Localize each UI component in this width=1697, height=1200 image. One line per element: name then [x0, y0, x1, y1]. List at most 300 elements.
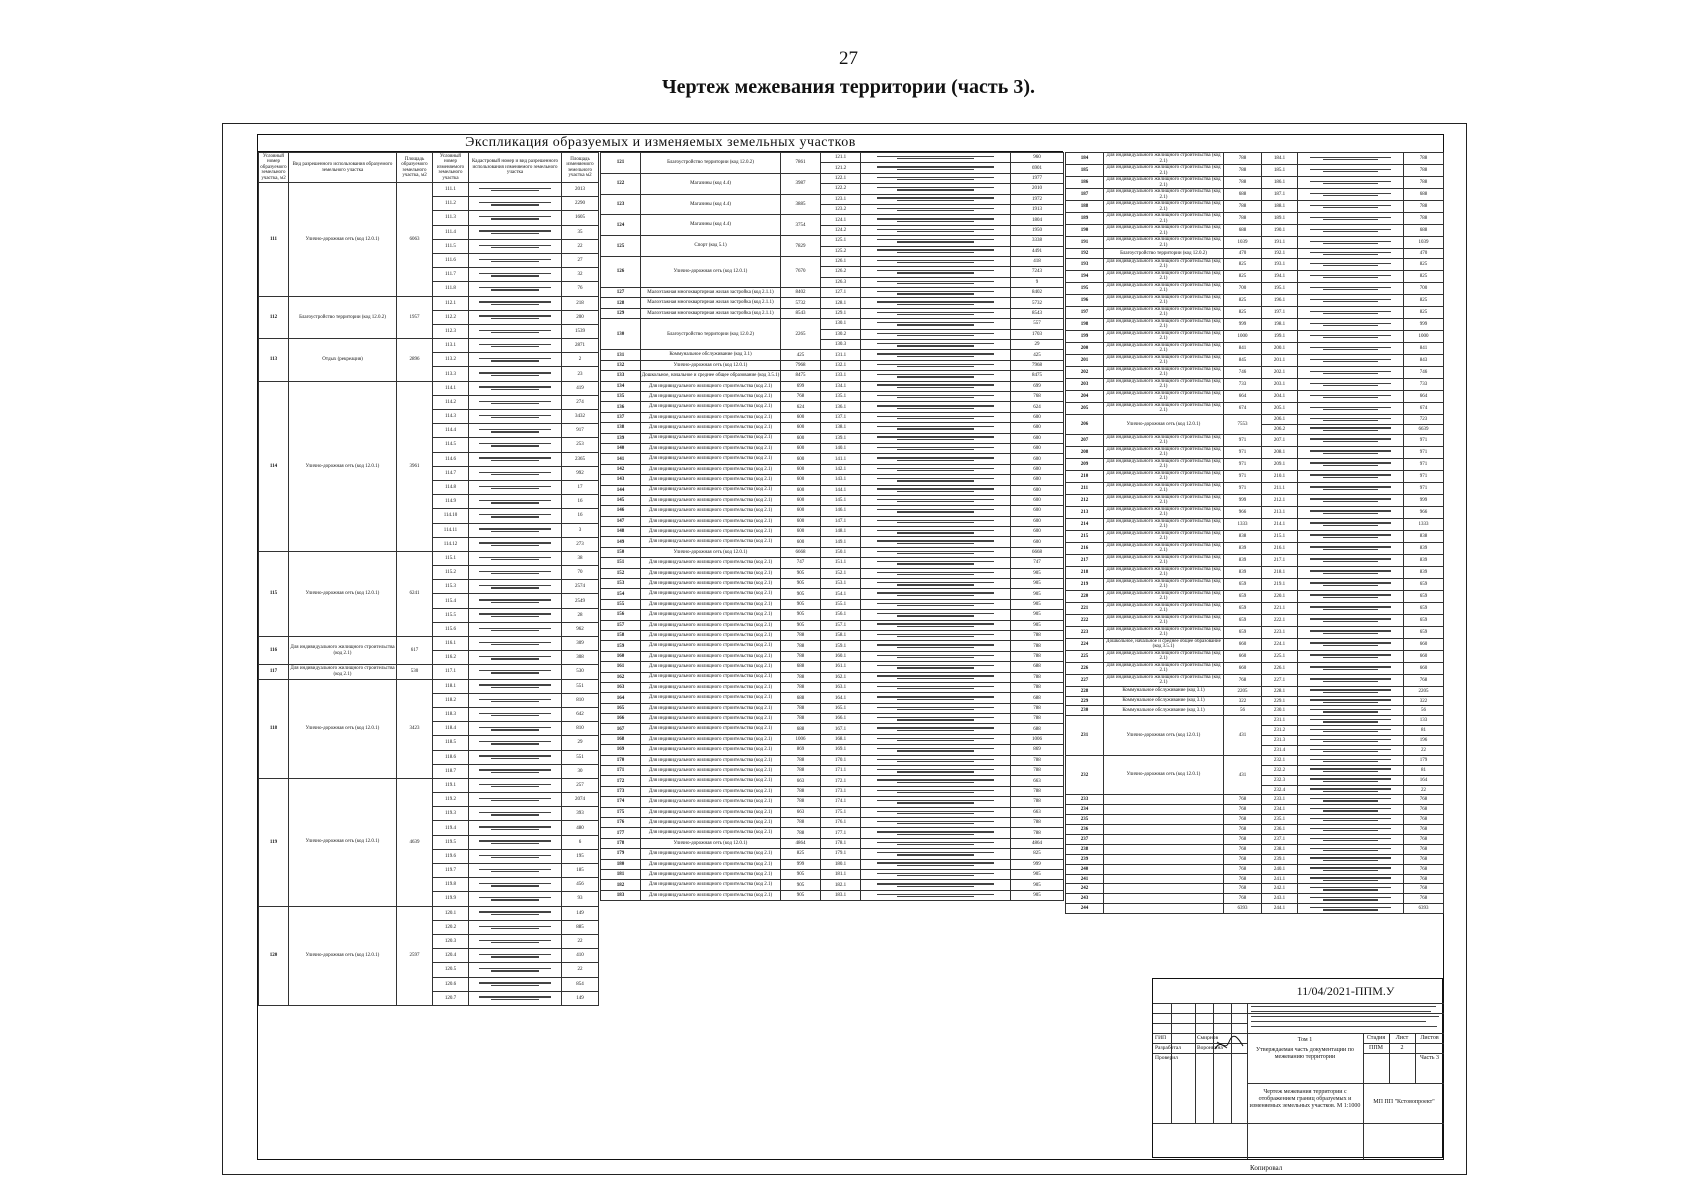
sub-parcel-number: 215.1 — [1262, 530, 1298, 542]
cadastral-info — [861, 184, 1011, 194]
cadastral-info — [469, 651, 562, 665]
sub-parcel-number: 235.1 — [1262, 815, 1298, 825]
parcel-area: 600 — [781, 516, 821, 526]
sub-parcel-area: 195 — [562, 849, 599, 863]
parcel-area: 600 — [781, 485, 821, 495]
sub-parcel-area: 149 — [562, 906, 599, 920]
parcel-number: 240 — [1066, 864, 1104, 874]
parcel-area: 688 — [781, 724, 821, 734]
sub-parcel-area: 825 — [1011, 849, 1064, 859]
sub-parcel-number: 167.1 — [821, 724, 861, 734]
cadastral-info — [1298, 726, 1404, 736]
sub-parcel-area: 869 — [1011, 745, 1064, 755]
cadastral-info — [1298, 736, 1404, 746]
sub-parcel-area: 688 — [1011, 693, 1064, 703]
sub-parcel-area: 788 — [1011, 818, 1064, 828]
parcel-area: 425 — [781, 350, 821, 360]
sub-parcel-area: 32 — [562, 268, 599, 282]
parcel-number: 111 — [259, 183, 289, 297]
table-row — [601, 215, 1064, 225]
cadastral-info — [861, 610, 1011, 620]
table-row — [259, 339, 599, 353]
sub-parcel-number: 114.1 — [433, 381, 469, 395]
land-use-type: Для индивидуального жилищного строительства (код 2.1) — [1104, 189, 1224, 201]
land-use-type: Для индивидуального жилищного строительства (код 2.1) — [1104, 270, 1224, 282]
cadastral-info — [469, 580, 562, 594]
sub-parcel-area: 843 — [1404, 354, 1444, 366]
land-use-type — [1104, 825, 1224, 835]
sub-parcel-area: 600 — [1011, 475, 1064, 485]
land-use-type — [1104, 844, 1224, 854]
sub-parcel-area: 660 — [1404, 662, 1444, 674]
sub-parcel-number: 158.1 — [821, 630, 861, 640]
sub-parcel-area: 788 — [1011, 786, 1064, 796]
table-row — [1066, 201, 1444, 213]
cadastral-info — [861, 662, 1011, 672]
cadastral-info — [1298, 165, 1404, 177]
sub-parcel-number: 126.3 — [821, 277, 861, 287]
sub-parcel-number: 150.1 — [821, 547, 861, 557]
sub-parcel-number: 116.2 — [433, 651, 469, 665]
cadastral-info — [1298, 213, 1404, 225]
sub-parcel-area: 16 — [562, 509, 599, 523]
sub-parcel-number: 186.1 — [1262, 177, 1298, 189]
sub-parcel-number: 114.5 — [433, 438, 469, 452]
sub-parcel-area: 1333 — [1404, 518, 1444, 530]
parcel-area: 530 — [397, 665, 433, 679]
land-use-type: Благоустройство территории (код 12.0.2) — [289, 296, 397, 339]
sub-parcel-number: 136.1 — [821, 402, 861, 412]
sub-parcel-area: 8475 — [1011, 371, 1064, 381]
sub-parcel-area: 839 — [1404, 566, 1444, 578]
parcel-number: 219 — [1066, 578, 1104, 590]
parcel-number: 183 — [601, 890, 641, 900]
parcel-area: 3423 — [397, 679, 433, 778]
parcel-area: 971 — [1224, 458, 1262, 470]
parcel-number: 135 — [601, 391, 641, 401]
sub-parcel-number: 123.2 — [821, 204, 861, 214]
sub-parcel-area: 23 — [562, 367, 599, 381]
sub-parcel-number: 115.5 — [433, 608, 469, 622]
sub-parcel-number: 114.3 — [433, 410, 469, 424]
column-header: Площадь образуемого земельного участка, м2 — [397, 153, 433, 183]
land-use-type: Для индивидуального жилищного строительства (код 2.1) — [641, 412, 781, 422]
cadastral-info — [469, 906, 562, 920]
land-use-type: Для индивидуального жилищного строительства (код 2.1) — [641, 641, 781, 651]
cadastral-info — [861, 391, 1011, 401]
sub-parcel-area: 966 — [1404, 506, 1444, 518]
parcel-area: 768 — [781, 391, 821, 401]
parcel-area: 7861 — [781, 153, 821, 174]
cadastral-info — [469, 864, 562, 878]
table-row — [601, 153, 1064, 163]
cadastral-info — [861, 838, 1011, 848]
parcel-number: 138 — [601, 423, 641, 433]
sub-parcel-area: 22 — [1404, 785, 1444, 795]
parcel-area: 788 — [1224, 165, 1262, 177]
parcel-number: 176 — [601, 818, 641, 828]
land-use-type: Для индивидуального жилищного строительства (код 2.1) — [641, 890, 781, 900]
sub-parcel-area: 768 — [1404, 835, 1444, 845]
cadastral-info — [1298, 434, 1404, 446]
sub-parcel-number: 125.1 — [821, 236, 861, 246]
cadastral-info — [469, 778, 562, 792]
sub-parcel-number: 239.1 — [1262, 854, 1298, 864]
sub-parcel-number: 137.1 — [821, 412, 861, 422]
parcel-number: 114 — [259, 381, 289, 551]
table-row — [1066, 686, 1444, 696]
sub-parcel-number: 114.10 — [433, 509, 469, 523]
copied-label: Копировал — [1250, 1164, 1283, 1172]
cadastral-info — [1298, 518, 1404, 530]
table-row — [1066, 706, 1444, 716]
land-use-type: Для индивидуального жилищного строительства (код 2.1) — [1104, 590, 1224, 602]
cadastral-info — [1298, 835, 1404, 845]
parcel-area: 746 — [1224, 366, 1262, 378]
parcel-area: 1333 — [1224, 518, 1262, 530]
cadastral-info — [469, 551, 562, 565]
table-row — [1066, 662, 1444, 674]
cadastral-info — [861, 797, 1011, 807]
sub-parcel-number: 119.3 — [433, 807, 469, 821]
sub-parcel-number: 143.1 — [821, 475, 861, 485]
table-row — [601, 693, 1064, 703]
sub-parcel-number: 197.1 — [1262, 306, 1298, 318]
sub-parcel-number: 217.1 — [1262, 554, 1298, 566]
sub-parcel-area: 2574 — [562, 580, 599, 594]
cadastral-info — [861, 371, 1011, 381]
sub-parcel-area: 6668 — [1011, 547, 1064, 557]
land-use-type: Спорт (код 5.1) — [641, 236, 781, 257]
land-use-type: Для индивидуального жилищного строительства (код 2.1) — [1104, 530, 1224, 542]
cadastral-info — [469, 339, 562, 353]
parcel-area: 905 — [781, 890, 821, 900]
sub-parcel-number: 114.11 — [433, 523, 469, 537]
sub-parcel-number: 114.7 — [433, 466, 469, 480]
table-row — [1066, 614, 1444, 626]
table-row — [1066, 638, 1444, 650]
land-use-type: Для индивидуального жилищного строительства (код 2.1) — [641, 828, 781, 838]
table-row — [601, 454, 1064, 464]
land-use-type: Для индивидуального жилищного строительства (код 2.1) — [1104, 294, 1224, 306]
parcel-number: 217 — [1066, 554, 1104, 566]
land-use-type: Для индивидуального жилищного строительства (код 2.1) — [1104, 434, 1224, 446]
land-use-type: Для индивидуального жилищного строительства (код 2.1) — [641, 797, 781, 807]
sub-parcel-number: 233.1 — [1262, 795, 1298, 805]
role-gip: ГИП — [1155, 1035, 1167, 1041]
sub-parcel-number: 195.1 — [1262, 282, 1298, 294]
sub-parcel-area: 410 — [562, 949, 599, 963]
sub-parcel-area: 418 — [1011, 256, 1064, 266]
table-row — [601, 766, 1064, 776]
sub-parcel-area: 788 — [1011, 828, 1064, 838]
land-use-type: Для индивидуального жилищного строительства (код 2.1) — [641, 818, 781, 828]
cadastral-info — [861, 433, 1011, 443]
parcel-area: 999 — [781, 859, 821, 869]
table-row — [601, 579, 1064, 589]
table-row — [601, 859, 1064, 869]
parcel-number: 161 — [601, 662, 641, 672]
sub-parcel-number: 146.1 — [821, 506, 861, 516]
cadastral-info — [1298, 554, 1404, 566]
sub-parcel-area: 93 — [562, 892, 599, 906]
land-use-type: Для индивидуального жилищного строительства (код 2.1) — [1104, 165, 1224, 177]
cadastral-info — [861, 246, 1011, 256]
cadastral-info — [1298, 578, 1404, 590]
sub-parcel-number: 114.9 — [433, 495, 469, 509]
parcel-area: 3987 — [781, 173, 821, 194]
table-row — [259, 637, 599, 651]
cadastral-info — [469, 395, 562, 409]
sub-parcel-area: 905 — [1011, 599, 1064, 609]
column-header: Условный номер изменяемого земельного участка — [433, 153, 469, 183]
parcel-area: 768 — [1224, 674, 1262, 686]
parcel-number: 196 — [1066, 294, 1104, 306]
land-use-type: Для индивидуального жилищного строительства (код 2.1) — [1104, 237, 1224, 249]
parcel-number: 208 — [1066, 446, 1104, 458]
sub-parcel-area: 688 — [1404, 189, 1444, 201]
sub-parcel-number: 179.1 — [821, 849, 861, 859]
sub-parcel-area: 6 — [562, 835, 599, 849]
land-use-type: Для индивидуального жилищного строительства (код 2.1) — [641, 516, 781, 526]
sub-parcel-area: 917 — [562, 424, 599, 438]
sub-parcel-area: 600 — [1011, 516, 1064, 526]
sub-parcel-area: 971 — [1404, 458, 1444, 470]
parcel-area: 3754 — [781, 215, 821, 236]
parcel-number: 172 — [601, 776, 641, 786]
cadastral-info — [861, 215, 1011, 225]
sub-parcel-number: 205.1 — [1262, 402, 1298, 414]
sub-parcel-number: 132.1 — [821, 360, 861, 370]
table-row — [601, 745, 1064, 755]
land-use-type: Для индивидуального жилищного строительства (код 2.1) — [641, 672, 781, 682]
sub-parcel-number: 115.6 — [433, 622, 469, 636]
parcel-number: 169 — [601, 745, 641, 755]
sub-parcel-area: 2074 — [562, 793, 599, 807]
sheet-label: Лист — [1395, 1035, 1409, 1041]
parcel-area: 2265 — [781, 319, 821, 350]
land-use-type: Для индивидуального жилищного строительства (код 2.1) — [641, 869, 781, 879]
sub-parcel-number: 135.1 — [821, 391, 861, 401]
table-row — [601, 423, 1064, 433]
cadastral-info — [1298, 306, 1404, 318]
land-use-type: Для индивидуального жилищного строительства (код 2.1) — [641, 454, 781, 464]
sub-parcel-number: 192.1 — [1262, 249, 1298, 259]
cadastral-info — [1298, 390, 1404, 402]
land-use-type: Улично-дорожная сеть (код 12.0.1) — [641, 256, 781, 287]
sub-parcel-number: 113.2 — [433, 353, 469, 367]
land-use-type: Дошкольное, начальное и среднее общее образование (код 3.5.1) — [1104, 638, 1224, 650]
sub-parcel-area: 600 — [1011, 527, 1064, 537]
sub-parcel-area: 768 — [1404, 854, 1444, 864]
cadastral-info — [469, 878, 562, 892]
table-row — [601, 890, 1064, 900]
parcel-number: 170 — [601, 755, 641, 765]
sub-parcel-area: 3338 — [1011, 236, 1064, 246]
sub-parcel-number: 138.1 — [821, 423, 861, 433]
cadastral-info — [469, 466, 562, 480]
sub-parcel-number: 240.1 — [1262, 864, 1298, 874]
land-use-type: Для индивидуального жилищного строительства (код 2.1) — [641, 755, 781, 765]
parcel-area: 1000 — [1224, 330, 1262, 342]
table-row — [601, 360, 1064, 370]
table-row — [1066, 434, 1444, 446]
land-use-type: Улично-дорожная сеть (код 12.0.1) — [289, 679, 397, 778]
sub-parcel-number: 175.1 — [821, 807, 861, 817]
parcel-number: 134 — [601, 381, 641, 391]
sub-parcel-area: 600 — [1011, 433, 1064, 443]
cadastral-info — [861, 558, 1011, 568]
table-row — [601, 568, 1064, 578]
parcel-number: 125 — [601, 236, 641, 257]
cadastral-info — [469, 920, 562, 934]
sub-parcel-number: 226.1 — [1262, 662, 1298, 674]
land-use-type: Для индивидуального жилищного строительства (код 2.1) — [641, 443, 781, 453]
sub-parcel-number: 122.2 — [821, 184, 861, 194]
sub-parcel-number: 152.1 — [821, 568, 861, 578]
sub-parcel-number: 234.1 — [1262, 805, 1298, 815]
cadastral-info — [861, 527, 1011, 537]
parcel-number: 179 — [601, 849, 641, 859]
parcel-number: 171 — [601, 766, 641, 776]
land-use-type: Для индивидуального жилищного строительства (код 2.1) — [641, 714, 781, 724]
sub-parcel-number: 181.1 — [821, 869, 861, 879]
parcel-area: 905 — [781, 869, 821, 879]
cadastral-info — [1298, 402, 1404, 414]
cadastral-info — [469, 268, 562, 282]
sub-parcel-area: 22 — [1404, 746, 1444, 756]
sub-parcel-number: 243.1 — [1262, 894, 1298, 904]
sub-parcel-area: 29 — [562, 736, 599, 750]
sub-parcel-number: 114.4 — [433, 424, 469, 438]
sub-parcel-number: 203.1 — [1262, 378, 1298, 390]
sub-parcel-area: 810 — [562, 693, 599, 707]
land-use-type: Для индивидуального жилищного строительства (код 2.1) — [1104, 201, 1224, 213]
land-use-type: Для индивидуального жилищного строительства (код 2.1) — [1104, 578, 1224, 590]
parcel-area: 788 — [781, 766, 821, 776]
sub-parcel-number: 218.1 — [1262, 566, 1298, 578]
table-row — [601, 516, 1064, 526]
table-row — [601, 402, 1064, 412]
table-row — [601, 682, 1064, 692]
sub-parcel-number: 182.1 — [821, 880, 861, 890]
cadastral-info — [469, 793, 562, 807]
land-use-type: Улично-дорожная сеть (код 12.0.1) — [641, 547, 781, 557]
sub-parcel-number: 232.4 — [1262, 785, 1298, 795]
sub-parcel-number: 211.1 — [1262, 482, 1298, 494]
land-use-type: Дошкольное, начальное и среднее общее образование (код 3.5.1) — [641, 371, 781, 381]
cadastral-info — [861, 506, 1011, 516]
sub-parcel-number: 209.1 — [1262, 458, 1298, 470]
parcel-area: 617 — [397, 637, 433, 665]
sub-parcel-area: 768 — [1404, 884, 1444, 894]
parcel-number: 202 — [1066, 366, 1104, 378]
parcel-area: 56 — [1224, 706, 1262, 716]
sub-parcel-area: 788 — [1011, 672, 1064, 682]
sub-parcel-area: 6639 — [1404, 424, 1444, 434]
parcel-area: 600 — [781, 412, 821, 422]
cadastral-info — [469, 835, 562, 849]
cadastral-info — [469, 310, 562, 324]
cadastral-info — [1298, 795, 1404, 805]
column-header: Вид разрешенного использования образуемого земельного участка — [289, 153, 397, 183]
sub-parcel-number: 144.1 — [821, 485, 861, 495]
cadastral-info — [861, 277, 1011, 287]
parcel-number: 156 — [601, 610, 641, 620]
land-use-type: Для индивидуального жилищного строительства (код 2.1) — [1104, 402, 1224, 414]
land-use-type: Благоустройство территории (код 12.0.2) — [641, 153, 781, 174]
table-row — [601, 308, 1064, 318]
sub-parcel-area: 839 — [1404, 554, 1444, 566]
parcel-number: 226 — [1066, 662, 1104, 674]
sub-parcel-number: 140.1 — [821, 443, 861, 453]
cadastral-info — [861, 589, 1011, 599]
land-use-type: Для индивидуального жилищного строительства (код 2.1) — [641, 807, 781, 817]
sub-parcel-number: 119.6 — [433, 849, 469, 863]
sub-parcel-number: 237.1 — [1262, 835, 1298, 845]
parcel-number: 152 — [601, 568, 641, 578]
table-row — [601, 620, 1064, 630]
table-row — [601, 464, 1064, 474]
parcel-number: 228 — [1066, 686, 1104, 696]
table-row — [601, 194, 1064, 204]
table-row — [601, 818, 1064, 828]
land-use-type: Для индивидуального жилищного строительства (код 2.1) — [641, 423, 781, 433]
sub-parcel-area: 322 — [1404, 696, 1444, 706]
cadastral-info — [1298, 706, 1404, 716]
cadastral-info — [469, 679, 562, 693]
sub-parcel-number: 165.1 — [821, 703, 861, 713]
sub-parcel-number: 177.1 — [821, 828, 861, 838]
parcel-number: 214 — [1066, 518, 1104, 530]
table-row — [601, 475, 1064, 485]
land-use-type: Для индивидуального жилищного строительства (код 2.1) — [1104, 650, 1224, 662]
sub-parcel-number: 142.1 — [821, 464, 861, 474]
parcel-area: 6393 — [1224, 904, 1262, 914]
cadastral-info — [1298, 494, 1404, 506]
sub-parcel-area: 768 — [1404, 825, 1444, 835]
cadastral-info — [1298, 590, 1404, 602]
sub-parcel-area: 905 — [1011, 579, 1064, 589]
parcel-number: 184 — [1066, 153, 1104, 165]
sub-parcel-number: 122.1 — [821, 173, 861, 183]
sub-parcel-area: 768 — [1011, 391, 1064, 401]
sub-parcel-area: 1539 — [562, 324, 599, 338]
table-row — [1066, 542, 1444, 554]
parcel-area: 905 — [781, 880, 821, 890]
sub-parcel-area: 4864 — [1011, 838, 1064, 848]
parcel-area: 788 — [781, 755, 821, 765]
parcel-area: 431 — [1224, 755, 1262, 795]
parcel-area: 869 — [781, 745, 821, 755]
sub-parcel-area: 196 — [1404, 736, 1444, 746]
cadastral-info — [1298, 874, 1404, 884]
sub-parcel-number: 149.1 — [821, 537, 861, 547]
land-use-type: Для индивидуального жилищного строительства (код 2.1) — [641, 682, 781, 692]
cadastral-info — [1298, 414, 1404, 424]
parcel-area: 788 — [781, 828, 821, 838]
table-row — [1066, 805, 1444, 815]
sub-parcel-number: 111.3 — [433, 211, 469, 225]
table-row — [1066, 874, 1444, 884]
table-row — [601, 651, 1064, 661]
parcel-area: 6668 — [781, 547, 821, 557]
sub-parcel-number: 214.1 — [1262, 518, 1298, 530]
land-use-type: Для индивидуального жилищного строительства (код 2.1) — [641, 651, 781, 661]
sub-parcel-area: 30 — [562, 764, 599, 778]
sub-parcel-area: 38 — [562, 551, 599, 565]
parcel-area: 664 — [1224, 390, 1262, 402]
